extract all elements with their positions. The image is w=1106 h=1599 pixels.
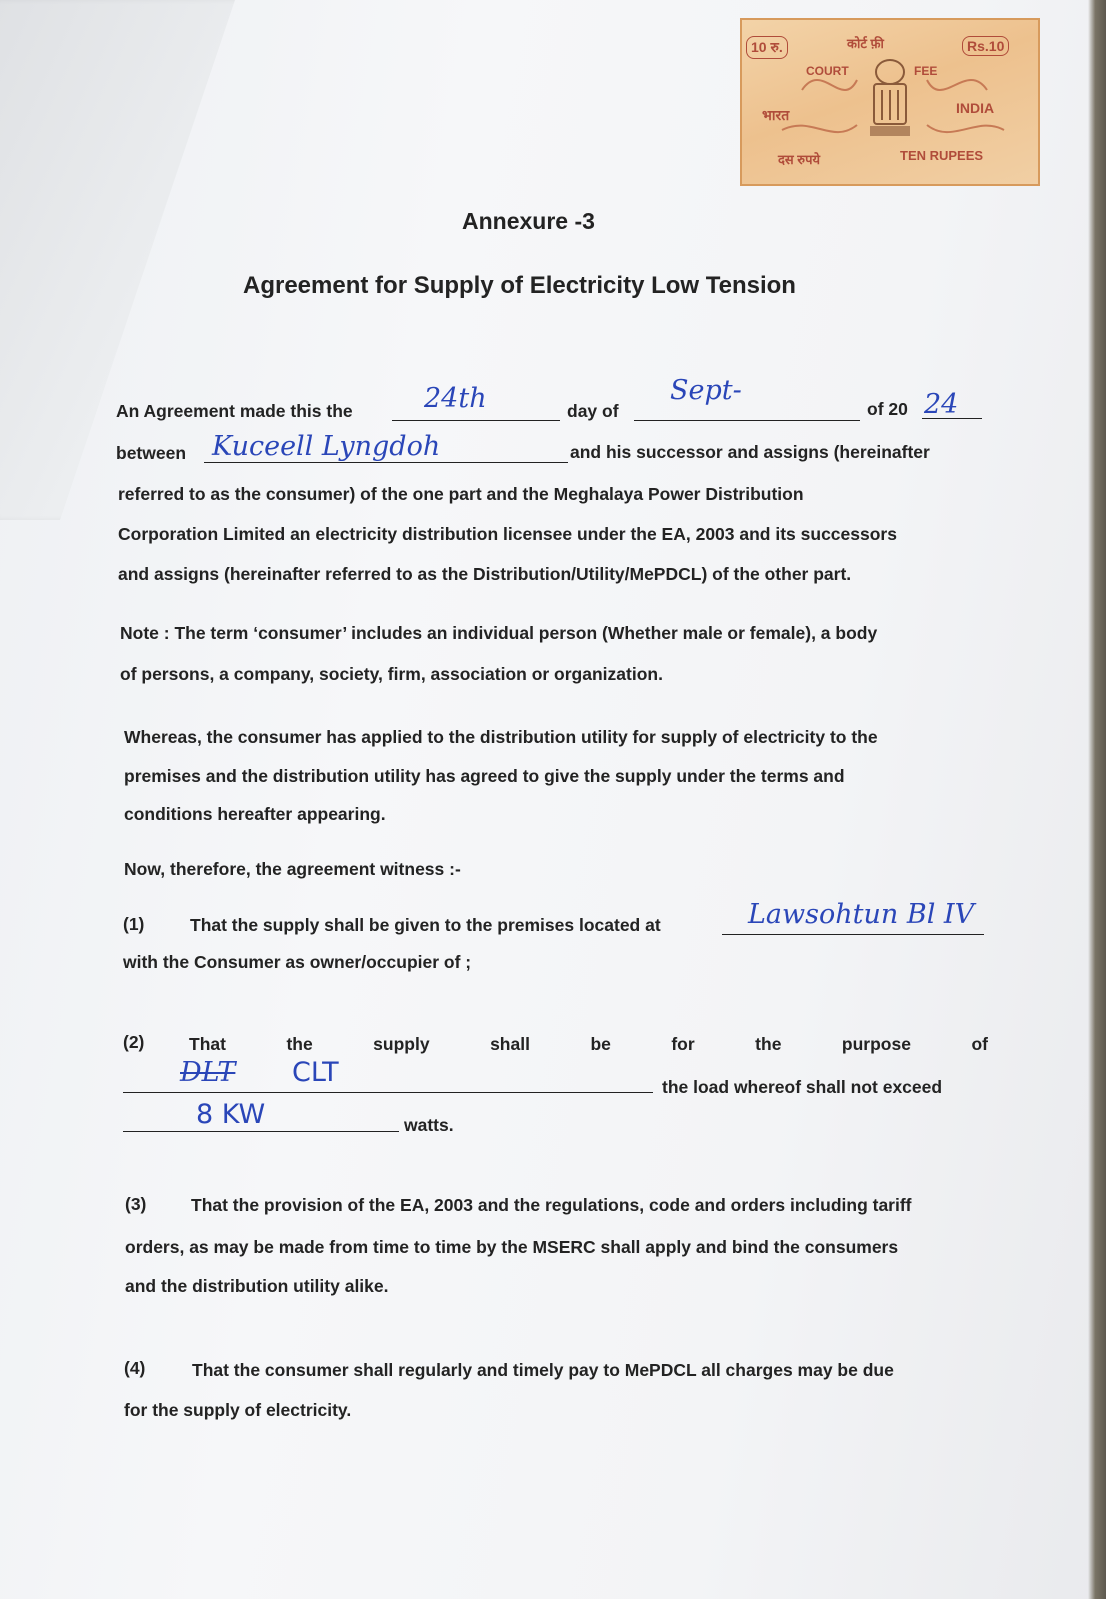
witness-heading: Now, therefore, the agreement witness :- [124,859,461,879]
handwritten-month: Sept- [670,375,742,406]
whereas-line1: Whereas, the consumer has applied to the distribution utility for supply of electricity to the [124,727,878,747]
load-blank-line [123,1131,399,1132]
between-label: between [116,443,187,463]
clause3-line1: That the provision of the EA, 2003 and the regulations, code and orders including tariff [191,1195,912,1215]
handwritten-struck-purpose: DLT [180,1057,236,1088]
clause2-word: for [671,1034,695,1054]
day-of-label: day of [567,401,619,421]
document-title: Agreement for Supply of Electricity Low Tension [243,272,796,299]
handwritten-location: Lawsohtun Bl IV [748,899,975,930]
handwritten-day: 24th [424,383,487,414]
para1-line5: and assigns (hereinafter referred to as the Distribution/Utility/MePDCL) of the other part. [118,564,852,584]
clause2-line1 [189,1034,988,1054]
stamp-denomination-left: 10 रु. [746,36,788,59]
clause2-word: the [286,1034,313,1054]
whereas-line3: conditions hereafter appearing. [124,804,386,824]
clause2-word: the [755,1034,782,1054]
stamp-hindi-title: कोर्ट फ़ी [847,36,884,51]
agreement-intro-label: An Agreement made this the [116,401,353,421]
handwritten-year: 24 [924,389,959,420]
year-prefix-label: of 20 [867,399,908,419]
consumer-name-line [204,462,568,463]
clause2-word: That [189,1034,226,1054]
clause4-number: (4) [124,1358,146,1378]
handwritten-load: 8 KW [196,1099,266,1130]
clause2-line2: the load whereof shall not exceed [662,1077,943,1097]
month-blank-line [634,420,860,421]
para1-line4: Corporation Limited an electricity distribution licensee under the EA, 2003 and its successors [118,524,897,544]
handwritten-consumer-name: Kuceell Lyngdoh [212,431,441,462]
clause2-word: be [590,1034,611,1054]
clause4-line2: for the supply of electricity. [124,1400,352,1420]
stamp-ornament-icon [742,20,1042,188]
stamp-ten-rupees: TEN RUPEES [900,148,984,163]
stamp-india-label: INDIA [956,100,995,116]
stamp-denomination-right: Rs.10 [962,36,1009,56]
watts-label: watts. [404,1115,454,1135]
clause2-number: (2) [123,1032,145,1052]
court-fee-stamp [740,18,1040,186]
stamp-hindi-rupees: दस रुपये [778,152,821,167]
clause2-word: purpose [841,1034,911,1054]
clause3-line3: and the distribution utility alike. [125,1276,389,1296]
clause2-word: of [971,1034,988,1054]
successor-text: and his successor and assigns (hereinafter [570,442,930,462]
clause1-line2: with the Consumer as owner/occupier of ; [123,952,472,972]
note-line1: Note : The term ‘consumer’ includes an individual person (Whether male or female), a body [120,623,878,643]
clause4-line1: That the consumer shall regularly and timely pay to MePDCL all charges may be due [192,1360,894,1380]
stamp-fee-label: FEE [914,64,938,78]
clause3-line2: orders, as may be made from time to time by the MSERC shall apply and bind the consumers [125,1237,899,1257]
purpose-blank-line [123,1092,653,1093]
stamp-bharat-label: भारत [762,107,790,123]
annexure-heading: Annexure -3 [462,208,595,234]
whereas-line2: premises and the distribution utility has agreed to give the supply under the terms and [124,766,845,786]
page-edge-shadow [1088,0,1106,1599]
clause1-text: That the supply shall be given to the premises located at [190,915,661,935]
location-blank-line [722,934,984,935]
clause2-word: supply [373,1034,430,1054]
clause1-number: (1) [123,914,145,934]
note-line2: of persons, a company, society, firm, association or organization. [120,664,663,684]
day-blank-line [392,420,560,421]
handwritten-purpose: CLT [292,1057,339,1088]
stamp-court-label: COURT [806,64,849,78]
clause3-number: (3) [125,1194,147,1214]
para1-line3: referred to as the consumer) of the one part and the Meghalaya Power Distribution [118,484,804,504]
clause2-word: shall [490,1034,530,1054]
